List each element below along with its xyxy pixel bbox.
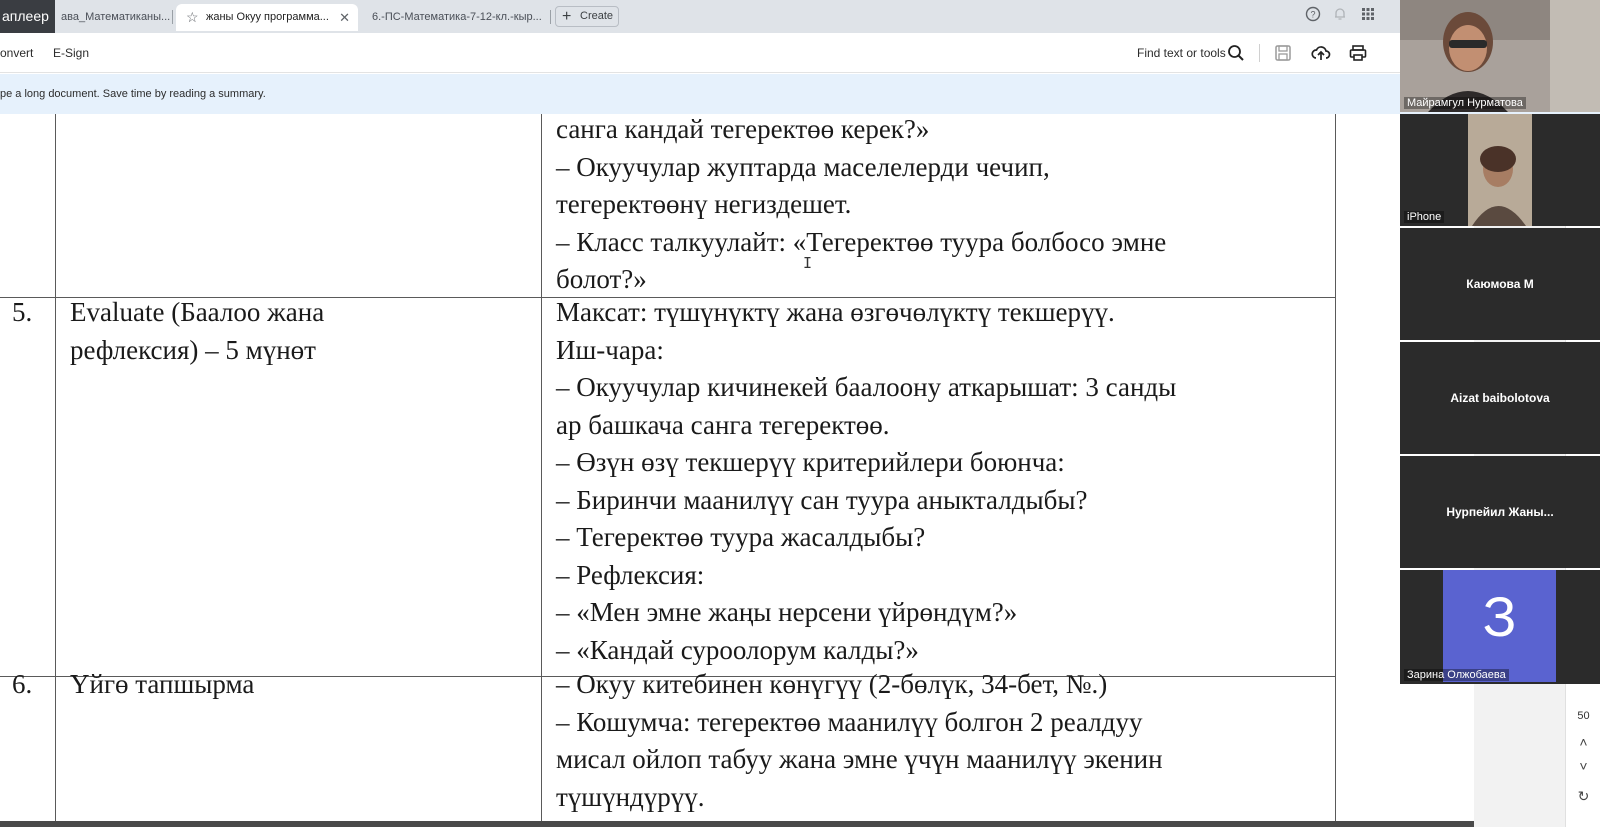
browser-tab-strip bbox=[0, 0, 1600, 33]
participant-video bbox=[1400, 0, 1600, 112]
chevron-up-icon[interactable]: ˄ bbox=[1579, 734, 1588, 750]
close-icon[interactable]: ✕ bbox=[339, 10, 350, 25]
toolbar-divider bbox=[1259, 44, 1260, 62]
row-content-line: – Окуучулар кичинекей баалоону аткарышат: 3 санды bbox=[556, 372, 1177, 402]
tab-divider bbox=[172, 10, 173, 24]
plus-icon: + bbox=[562, 8, 572, 25]
esign-button[interactable]: E-Sign bbox=[53, 46, 90, 60]
participant-name: Aizat baibolotova bbox=[1450, 391, 1550, 405]
row4-line: тегеректөөнү негиздешет. bbox=[556, 189, 852, 219]
pdf-document-view[interactable] bbox=[0, 114, 1600, 827]
row4-line: – Окуучулар жуптарда маселелерди чечип, bbox=[556, 151, 1050, 182]
summary-banner-text: pe a long document. Save time by reading a summary. bbox=[0, 88, 266, 100]
participant-tile[interactable] bbox=[1400, 570, 1600, 684]
row-content bbox=[556, 666, 1163, 816]
tab-curriculum[interactable] bbox=[176, 4, 358, 31]
row4-line: санга кандай тегеректөө керек?» bbox=[556, 114, 930, 144]
row-content-line: мисал ойлоп табуу жана эмне үчүн маанилүү экенин bbox=[556, 744, 1163, 774]
row-content-line: – Рефлексия: bbox=[556, 559, 705, 590]
bottom-scrollbar[interactable] bbox=[0, 821, 1474, 827]
row-content-line: түшүндүрүү. bbox=[556, 781, 705, 812]
avatar bbox=[1443, 570, 1556, 682]
print-icon[interactable] bbox=[1348, 43, 1368, 63]
table-column-line bbox=[1335, 114, 1336, 827]
apps-grid-icon[interactable] bbox=[1358, 6, 1378, 26]
find-tools-button[interactable]: Find text or tools bbox=[1137, 46, 1226, 60]
refresh-icon[interactable]: ↻ bbox=[1577, 788, 1590, 804]
bell-icon[interactable] bbox=[1330, 6, 1350, 26]
row-content-line: – Кошумча: тегеректөө маанилүү болгон 2 реалдуу bbox=[556, 706, 1143, 737]
row-number: 5. bbox=[12, 297, 33, 327]
tab-label: жаны Окуу программа... bbox=[206, 11, 329, 23]
summary-banner bbox=[0, 74, 1600, 114]
table-row bbox=[556, 114, 1166, 299]
convert-button[interactable]: onvert bbox=[0, 46, 34, 60]
tab-ps-math[interactable] bbox=[362, 4, 547, 31]
participant-tile[interactable] bbox=[1400, 0, 1600, 112]
create-label: Create bbox=[580, 10, 614, 22]
tab-label: ава_Математиканы... bbox=[61, 11, 170, 23]
participant-name: Каюмова М bbox=[1466, 277, 1534, 291]
create-button[interactable] bbox=[555, 6, 619, 27]
avatar-initial: З bbox=[1482, 585, 1517, 648]
row-title bbox=[70, 666, 254, 704]
row-content-line: – «Кандай суроолорум калды?» bbox=[556, 634, 919, 665]
row4-line: – Класс талкуулайт: «Тегеректөө туура болбосо эмне bbox=[556, 226, 1167, 257]
search-icon[interactable] bbox=[1226, 43, 1246, 63]
cloud-upload-icon[interactable] bbox=[1311, 43, 1331, 63]
row-content-line: – Окуу китебинен көнүгүү (2-бөлүк, 34-бет, №.) bbox=[556, 669, 1108, 699]
star-icon[interactable]: ☆ bbox=[186, 9, 199, 25]
row-title-line: Үйгө тапшырма bbox=[70, 669, 255, 699]
chevron-down-icon[interactable]: ˅ bbox=[1579, 758, 1588, 774]
participant-name: Майрамгул Нурматова bbox=[1404, 97, 1526, 109]
row-content-line: – «Мен эмне жаңы нерсени үйрөндүм?» bbox=[556, 597, 1018, 627]
help-icon[interactable] bbox=[1303, 6, 1323, 26]
participant-tile[interactable] bbox=[1400, 342, 1600, 454]
text-cursor-icon: I bbox=[803, 254, 813, 272]
row4-line: болот?» bbox=[556, 264, 647, 294]
row-content-line: – Тегеректөө туура жасалдыбы? bbox=[556, 522, 926, 552]
table-column-line bbox=[55, 114, 56, 827]
row-content-line: ар башкача санга тегеректөө. bbox=[556, 409, 890, 440]
row-content bbox=[556, 294, 1176, 669]
participant-tile[interactable] bbox=[1400, 114, 1600, 226]
participant-name: Нурпейил Жаны... bbox=[1446, 505, 1554, 519]
tab-label: 6.-ПС-Математика-7-12-кл.-кыр... bbox=[372, 11, 542, 23]
app-label: аплеер bbox=[0, 0, 55, 33]
svg-text:?: ? bbox=[1310, 9, 1316, 20]
participant-tile[interactable] bbox=[1400, 456, 1600, 568]
row-content-line: – Өзүн өзү текшерүү критерийлери боюнча: bbox=[556, 447, 1065, 477]
row-title-line: Evaluate (Баалоо жана bbox=[70, 297, 325, 327]
row-content-line: – Биринчи маанилүү сан туура аныкталдыбы? bbox=[556, 484, 1088, 515]
participant-name: iPhone bbox=[1404, 211, 1444, 223]
participant-video bbox=[1400, 114, 1600, 226]
tab-math[interactable] bbox=[55, 4, 170, 31]
row-number: 6. bbox=[12, 669, 33, 699]
tab-divider bbox=[550, 10, 551, 24]
row-title-line: рефлексия) – 5 мүнөт bbox=[70, 334, 316, 365]
save-icon[interactable] bbox=[1273, 43, 1293, 63]
row-title bbox=[70, 294, 324, 369]
row-content-line: Иш-чара: bbox=[556, 334, 664, 365]
table-column-line bbox=[541, 114, 542, 827]
participant-name: Зарина Олжобаева bbox=[1404, 669, 1509, 681]
row-content-line: Максат: түшүнүктү жана өзгөчөлүктү текшерүү. bbox=[556, 297, 1115, 327]
zoom-level: 50 bbox=[1577, 710, 1590, 722]
pdf-toolbar bbox=[0, 33, 1600, 73]
participant-tile[interactable] bbox=[1400, 228, 1600, 340]
